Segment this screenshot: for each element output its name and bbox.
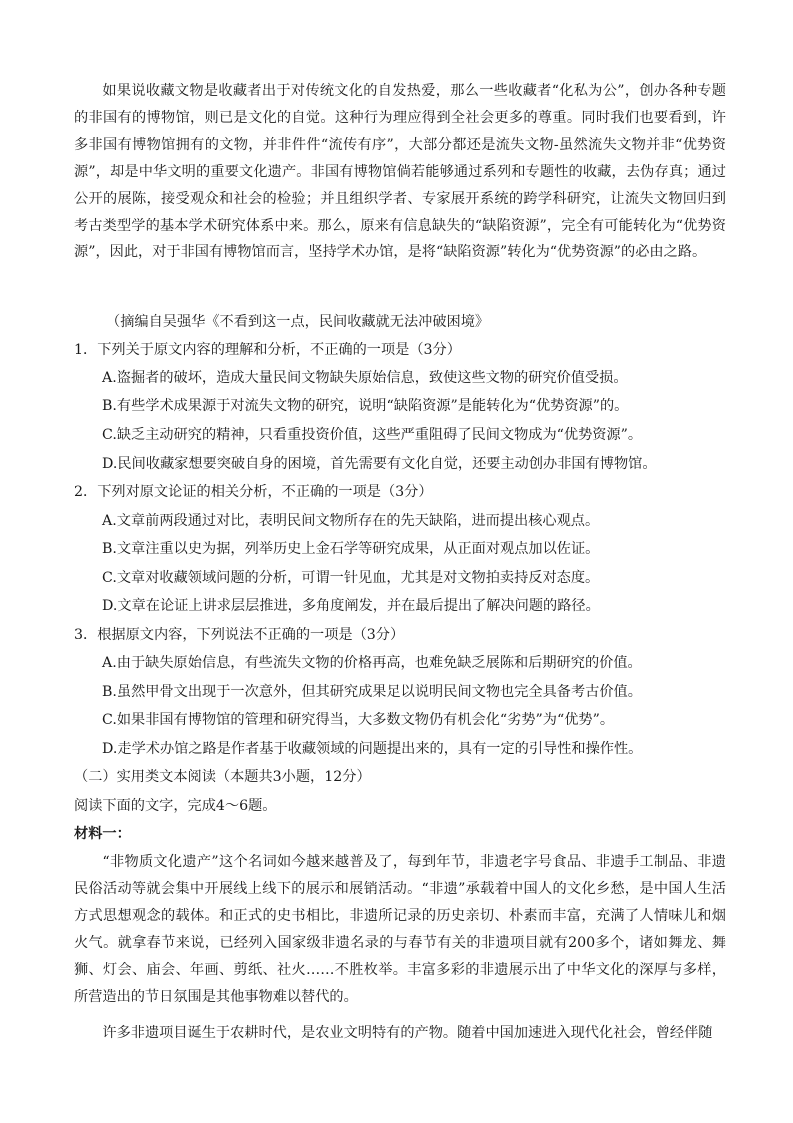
question-3-option-b[interactable]: B.虽然甲骨文出现于一次意外，但其研究成果足以说明民间文物也完全具备考古价值。: [102, 684, 642, 700]
material-1-paragraph-block: [74, 849, 726, 1010]
question-2-stem: 2．下列对原文论证的相关分析，不正确的一项是（3分）: [74, 484, 433, 500]
question-1-option-b[interactable]: B.有些学术成果源于对流失文物的研究，说明“缺陷资源”是能转化为“优势资源”的。: [102, 398, 629, 414]
section-2-instruction: 阅读下面的文字，完成4～6题。: [74, 798, 277, 814]
section-2-heading: （二）实用类文本阅读（本题共3小题，12分）: [74, 769, 371, 785]
question-1-option-a[interactable]: A.盗掘者的破坏，造成大量民间文物缺失原始信息，致使这些文物的研究价值受损。: [102, 370, 628, 386]
question-1-stem: 1．下列关于原文内容的理解和分析，不正确的一项是（3分）: [74, 342, 461, 358]
material-1-paragraph-2-block: [74, 1020, 726, 1047]
passage-source: （摘编自吴强华《不看到这一点，民间收藏就无法冲破困境》: [106, 314, 490, 330]
question-1-option-d[interactable]: D.民间收藏家想要突破自身的困境，首先需要有文化自觉，还要主动创办非国有博物馆。: [102, 456, 657, 472]
passage-paragraph-block: [74, 78, 726, 266]
question-3-option-c[interactable]: C.如果非国有博物馆的管理和研究得当，大多数文物仍有机会化“劣势”为“优势”。: [102, 712, 615, 728]
question-3-option-d[interactable]: D.走学术办馆之路是作者基于收藏领域的问题提出来的，具有一定的引导性和操作性。: [102, 741, 643, 757]
passage-paragraph: 如果说收藏文物是收藏者出于对传统文化的自发热爱，那么一些收藏者“化私为公”，创办各种专题的非国有的博物馆，则已是文化的自觉。这种行为理应得到全社会更多的尊重。同时我们也要看到，许多非国有博物馆拥有的文物，并非件件“流传有序”，大部分都还是流失文物-虽然流失文物并非“优势资源”，却是中华文明的重要文化遗产。非国有博物馆倘若能够通过系列和专题性的收藏，去伪存真；通过公开的展陈，接受观众和社会的检验；并且组织学者、专家展开系统的跨学科研究，让流失文物回归到考古类型学的基本学术研究体系中来。那么，原来有信息缺失的“缺陷资源”，完全有可能转化为“优势资源”，因此，对于非国有博物馆而言，坚持学术办馆，是将“缺陷资源”转化为“优势资源”的必由之路。: [74, 83, 726, 261]
question-3-stem: 3．根据原文内容，下列说法不正确的一项是（3分）: [74, 627, 405, 643]
question-1-option-c[interactable]: C.缺乏主动研究的精神，只看重投资价值，这些严重阻碍了民间文物成为“优势资源”。: [102, 427, 643, 443]
question-2-option-b[interactable]: B.文章注重以史为据，列举历史上金石学等研究成果，从正面对观点加以佐证。: [102, 541, 600, 557]
material-1-paragraph-1: “非物质文化遗产”这个名词如今越来越普及了，每到年节，非遗老字号食品、非遗手工制品、非遗民俗活动等就会集中开展线上线下的展示和展销活动。“非遗”承载着中国人的文化乡愁，是中国人生活方式思想观念的载体。和正式的史书相比，非遗所记录的历史亲切、朴素而丰富，充满了人情味儿和烟火气。就拿春节来说，已经列入国家级非遗名录的与春节有关的非遗项目就有200多个，诸如舞龙、舞狮、灯会、庙会、年画、剪纸、社火……不胜枚举。丰富多彩的非遗展示出了中华文化的深厚与多样，所营造出的节日氛围是其他事物难以替代的。: [74, 854, 726, 1005]
material-1-paragraph-2: 许多非遗项目诞生于农耕时代，是农业文明特有的产物。随着中国加速进入现代化社会，曾经伴随: [102, 1025, 713, 1041]
question-2-option-c[interactable]: C.文章对收藏领域问题的分析，可谓一针见血，尤其是对文物拍卖持反对态度。: [102, 570, 600, 586]
question-3-option-a[interactable]: A.由于缺失原始信息，有些流失文物的价格再高，也难免缺乏展陈和后期研究的价值。: [102, 655, 642, 671]
material-1-label: 材料一：: [74, 826, 131, 842]
question-2-option-d[interactable]: D.文章在论证上讲求层层推进，多角度阐发，并在最后提出了解决问题的路径。: [102, 598, 600, 614]
question-2-option-a[interactable]: A.文章前两段通过对比，表明民间文物所存在的先天缺陷，进而提出核心观点。: [102, 513, 600, 529]
